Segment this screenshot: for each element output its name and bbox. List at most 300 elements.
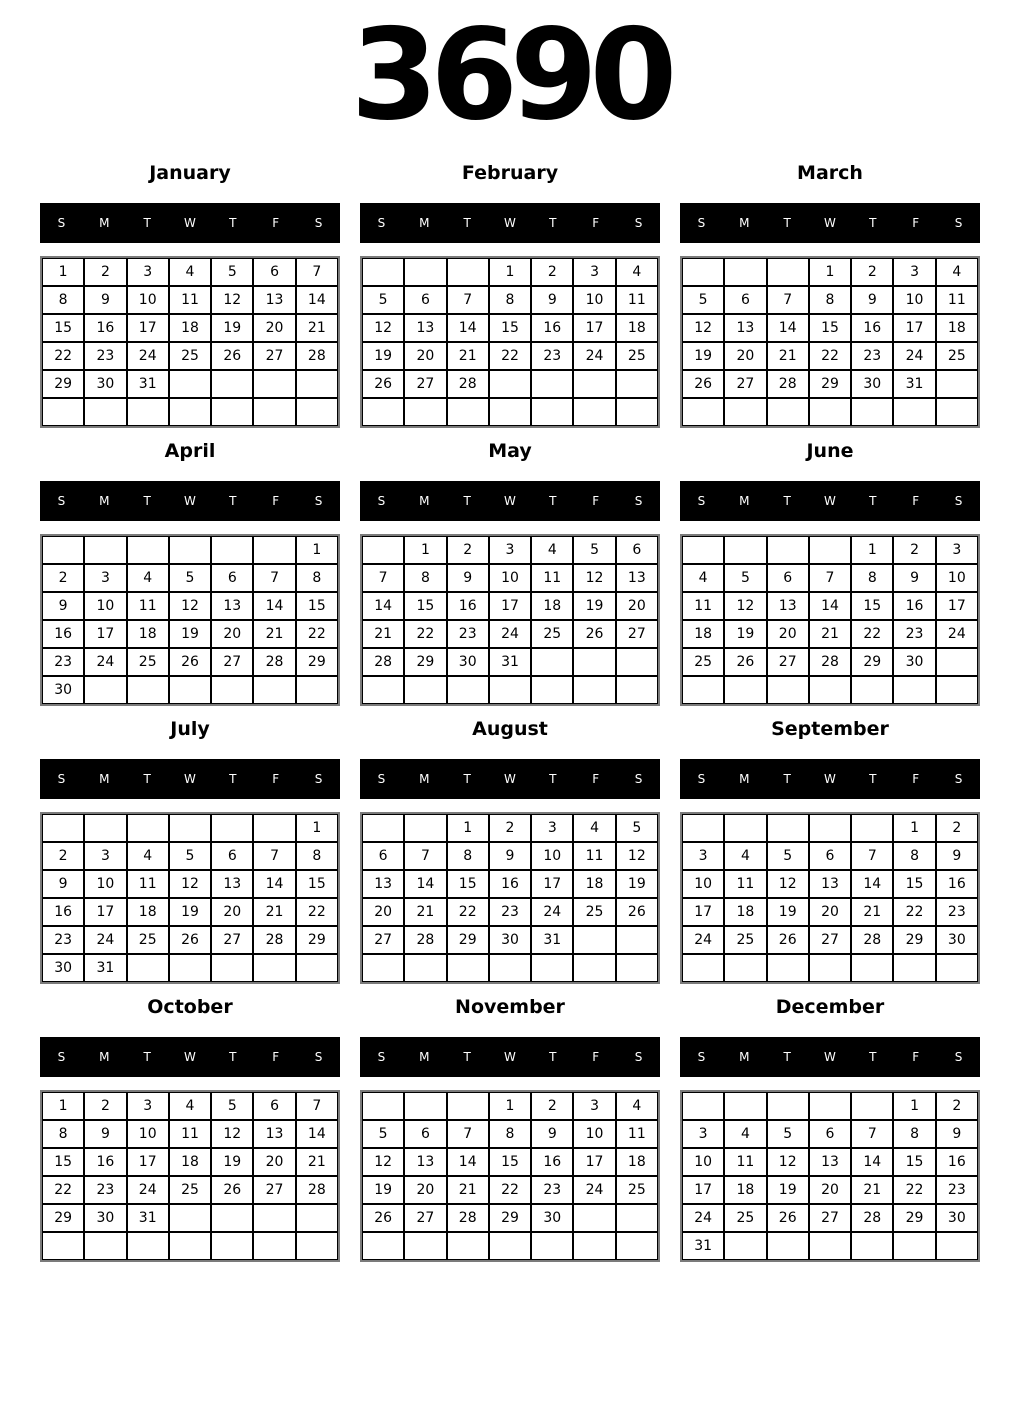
weekday-header-letter: M: [739, 216, 750, 230]
weekday-header-letter: S: [314, 494, 323, 508]
day-cell: 13: [362, 870, 404, 898]
month-block: [680, 989, 980, 1262]
day-cell: 25: [169, 1176, 211, 1204]
day-cell: 29: [851, 648, 893, 676]
empty-cell: [84, 814, 126, 842]
month-date-grid: [40, 812, 340, 984]
month-date-grid: [680, 256, 980, 428]
day-cell: 11: [616, 1120, 658, 1148]
weekday-header-letter: M: [99, 1050, 110, 1064]
empty-cell: [169, 398, 211, 426]
empty-cell: [851, 954, 893, 982]
day-cell: 22: [893, 1176, 935, 1204]
day-cell: 19: [362, 1176, 404, 1204]
weekday-header-letter: S: [377, 1050, 386, 1064]
month-name-label: December: [775, 996, 885, 1018]
day-cell: 4: [724, 842, 766, 870]
empty-cell: [447, 954, 489, 982]
day-cell: 13: [809, 1148, 851, 1176]
empty-cell: [211, 1232, 253, 1260]
day-cell: 10: [573, 286, 615, 314]
day-cell: 19: [724, 620, 766, 648]
day-cell: 6: [211, 842, 253, 870]
empty-cell: [211, 398, 253, 426]
day-cell: 6: [809, 842, 851, 870]
weekday-header-letter: T: [549, 216, 557, 230]
day-cell: 6: [404, 1120, 446, 1148]
day-cell: 8: [489, 1120, 531, 1148]
weekday-header-letter: W: [184, 772, 196, 786]
day-cell: 11: [127, 592, 169, 620]
empty-cell: [809, 954, 851, 982]
day-cell: 18: [616, 314, 658, 342]
day-cell: 7: [253, 564, 295, 592]
empty-cell: [447, 676, 489, 704]
weekday-header-letter: T: [143, 772, 151, 786]
month-block: [680, 155, 980, 428]
empty-cell: [296, 370, 338, 398]
empty-cell: [573, 370, 615, 398]
day-cell: 29: [893, 926, 935, 954]
weekday-header-letter: M: [99, 772, 110, 786]
month-block: [680, 433, 980, 706]
day-cell: 30: [447, 648, 489, 676]
day-cell: 22: [42, 1176, 84, 1204]
day-cell: 15: [296, 592, 338, 620]
day-cell: 5: [767, 842, 809, 870]
weekday-header-letter: F: [272, 216, 280, 230]
weekday-header-letter: T: [143, 1050, 151, 1064]
day-cell: 28: [767, 370, 809, 398]
empty-cell: [767, 954, 809, 982]
day-cell: 2: [84, 1092, 126, 1120]
weekday-header-bar: [40, 1037, 340, 1077]
day-cell: 4: [616, 258, 658, 286]
day-cell: 14: [809, 592, 851, 620]
day-cell: 18: [127, 898, 169, 926]
empty-cell: [42, 536, 84, 564]
empty-cell: [936, 370, 978, 398]
empty-cell: [573, 676, 615, 704]
day-cell: 19: [211, 1148, 253, 1176]
day-cell: 2: [851, 258, 893, 286]
day-cell: 3: [573, 258, 615, 286]
month-name-label: January: [149, 162, 231, 184]
day-cell: 4: [127, 842, 169, 870]
day-cell: 26: [211, 342, 253, 370]
day-cell: 6: [404, 286, 446, 314]
day-cell: 22: [489, 342, 531, 370]
weekday-header-letter: W: [824, 1050, 836, 1064]
day-cell: 10: [84, 870, 126, 898]
day-cell: 16: [489, 870, 531, 898]
weekday-header-letter: F: [592, 1050, 600, 1064]
day-cell: 21: [253, 620, 295, 648]
empty-cell: [296, 676, 338, 704]
day-cell: 10: [682, 870, 724, 898]
day-cell: 24: [84, 926, 126, 954]
day-cell: 31: [489, 648, 531, 676]
weekday-header-letter: S: [314, 1050, 323, 1064]
weekday-header-letter: S: [697, 772, 706, 786]
day-cell: 6: [253, 258, 295, 286]
day-cell: 12: [169, 870, 211, 898]
weekday-header-letter: S: [634, 772, 643, 786]
day-cell: 25: [169, 342, 211, 370]
day-cell: 23: [447, 620, 489, 648]
day-cell: 15: [447, 870, 489, 898]
day-cell: 26: [169, 926, 211, 954]
day-cell: 9: [447, 564, 489, 592]
empty-cell: [936, 648, 978, 676]
day-cell: 28: [253, 926, 295, 954]
day-cell: 29: [42, 370, 84, 398]
empty-cell: [404, 258, 446, 286]
month-name-label: October: [147, 996, 233, 1018]
day-cell: 15: [893, 1148, 935, 1176]
day-cell: 13: [404, 314, 446, 342]
month-name-label: May: [488, 440, 532, 462]
day-cell: 5: [767, 1120, 809, 1148]
weekday-header-letter: T: [549, 494, 557, 508]
empty-cell: [253, 1204, 295, 1232]
day-cell: 16: [893, 592, 935, 620]
weekday-header-letter: S: [377, 494, 386, 508]
empty-cell: [851, 398, 893, 426]
day-cell: 28: [447, 1204, 489, 1232]
weekday-header-letter: F: [272, 772, 280, 786]
month-block: [40, 433, 340, 706]
day-cell: 5: [211, 1092, 253, 1120]
day-cell: 1: [447, 814, 489, 842]
day-cell: 6: [724, 286, 766, 314]
weekday-header-bar: [40, 481, 340, 521]
empty-cell: [362, 676, 404, 704]
empty-cell: [767, 536, 809, 564]
empty-cell: [531, 648, 573, 676]
empty-cell: [851, 676, 893, 704]
day-cell: 9: [42, 592, 84, 620]
month-name-label: November: [455, 996, 565, 1018]
day-cell: 8: [296, 564, 338, 592]
day-cell: 17: [936, 592, 978, 620]
day-cell: 29: [447, 926, 489, 954]
weekday-header-letter: T: [229, 772, 237, 786]
day-cell: 26: [767, 926, 809, 954]
weekday-header-letter: M: [99, 216, 110, 230]
day-cell: 28: [362, 648, 404, 676]
empty-cell: [893, 1232, 935, 1260]
day-cell: 22: [404, 620, 446, 648]
empty-cell: [936, 676, 978, 704]
day-cell: 1: [296, 814, 338, 842]
day-cell: 18: [936, 314, 978, 342]
day-cell: 30: [42, 954, 84, 982]
weekday-header-bar: [360, 759, 660, 799]
day-cell: 13: [253, 286, 295, 314]
day-cell: 17: [127, 314, 169, 342]
day-cell: 3: [489, 536, 531, 564]
day-cell: 3: [531, 814, 573, 842]
empty-cell: [616, 370, 658, 398]
day-cell: 1: [42, 1092, 84, 1120]
month-date-grid: [40, 534, 340, 706]
day-cell: 23: [851, 342, 893, 370]
weekday-header-bar: [40, 203, 340, 243]
weekday-header-letter: S: [57, 216, 66, 230]
empty-cell: [616, 676, 658, 704]
empty-cell: [809, 536, 851, 564]
day-cell: 9: [893, 564, 935, 592]
weekday-header-letter: W: [824, 216, 836, 230]
day-cell: 12: [211, 286, 253, 314]
day-cell: 15: [42, 314, 84, 342]
empty-cell: [362, 954, 404, 982]
day-cell: 25: [127, 648, 169, 676]
day-cell: 20: [253, 314, 295, 342]
day-cell: 2: [893, 536, 935, 564]
weekday-header-letter: W: [504, 1050, 516, 1064]
empty-cell: [404, 1092, 446, 1120]
day-cell: 11: [616, 286, 658, 314]
day-cell: 17: [893, 314, 935, 342]
empty-cell: [531, 398, 573, 426]
weekday-header-letter: S: [57, 772, 66, 786]
day-cell: 15: [489, 314, 531, 342]
empty-cell: [851, 1232, 893, 1260]
day-cell: 29: [809, 370, 851, 398]
day-cell: 30: [84, 370, 126, 398]
day-cell: 12: [169, 592, 211, 620]
day-cell: 14: [362, 592, 404, 620]
empty-cell: [253, 398, 295, 426]
weekday-header-letter: S: [954, 1050, 963, 1064]
day-cell: 11: [169, 286, 211, 314]
weekday-header-letter: M: [99, 494, 110, 508]
empty-cell: [936, 954, 978, 982]
empty-cell: [767, 258, 809, 286]
day-cell: 26: [724, 648, 766, 676]
day-cell: 26: [169, 648, 211, 676]
day-cell: 25: [127, 926, 169, 954]
day-cell: 15: [296, 870, 338, 898]
day-cell: 30: [936, 926, 978, 954]
empty-cell: [404, 954, 446, 982]
day-cell: 22: [851, 620, 893, 648]
empty-cell: [809, 1232, 851, 1260]
empty-cell: [127, 536, 169, 564]
day-cell: 26: [767, 1204, 809, 1232]
month-block: [360, 989, 660, 1262]
day-cell: 3: [84, 564, 126, 592]
empty-cell: [573, 926, 615, 954]
day-cell: 16: [936, 870, 978, 898]
empty-cell: [362, 398, 404, 426]
day-cell: 30: [851, 370, 893, 398]
weekday-header-letter: S: [954, 494, 963, 508]
empty-cell: [767, 1232, 809, 1260]
empty-cell: [404, 398, 446, 426]
day-cell: 16: [84, 314, 126, 342]
day-cell: 19: [767, 1176, 809, 1204]
day-cell: 18: [724, 898, 766, 926]
day-cell: 19: [362, 342, 404, 370]
empty-cell: [724, 1232, 766, 1260]
empty-cell: [616, 398, 658, 426]
weekday-header-letter: F: [592, 772, 600, 786]
day-cell: 3: [573, 1092, 615, 1120]
empty-cell: [573, 1204, 615, 1232]
empty-cell: [682, 1092, 724, 1120]
empty-cell: [767, 398, 809, 426]
day-cell: 22: [489, 1176, 531, 1204]
weekday-header-letter: S: [697, 1050, 706, 1064]
day-cell: 14: [296, 286, 338, 314]
empty-cell: [531, 370, 573, 398]
day-cell: 14: [253, 592, 295, 620]
month-name-label: April: [164, 440, 216, 462]
day-cell: 21: [809, 620, 851, 648]
empty-cell: [767, 676, 809, 704]
weekday-header-letter: W: [184, 1050, 196, 1064]
empty-cell: [682, 258, 724, 286]
weekday-header-letter: T: [463, 216, 471, 230]
weekday-header-letter: T: [229, 216, 237, 230]
weekday-header-letter: M: [419, 216, 430, 230]
month-name-label: March: [797, 162, 863, 184]
day-cell: 27: [767, 648, 809, 676]
weekday-header-letter: T: [549, 772, 557, 786]
day-cell: 31: [127, 1204, 169, 1232]
day-cell: 29: [404, 648, 446, 676]
month-date-grid: [360, 1090, 660, 1262]
day-cell: 21: [767, 342, 809, 370]
weekday-header-letter: T: [783, 216, 791, 230]
day-cell: 1: [489, 1092, 531, 1120]
empty-cell: [531, 954, 573, 982]
weekday-header-letter: M: [419, 494, 430, 508]
day-cell: 24: [682, 926, 724, 954]
empty-cell: [84, 398, 126, 426]
weekday-header-letter: S: [314, 216, 323, 230]
empty-cell: [851, 814, 893, 842]
day-cell: 30: [893, 648, 935, 676]
weekday-header-letter: W: [184, 216, 196, 230]
day-cell: 19: [169, 620, 211, 648]
day-cell: 20: [253, 1148, 295, 1176]
day-cell: 4: [127, 564, 169, 592]
day-cell: 19: [616, 870, 658, 898]
day-cell: 28: [809, 648, 851, 676]
day-cell: 4: [169, 1092, 211, 1120]
empty-cell: [724, 676, 766, 704]
weekday-header-letter: F: [592, 216, 600, 230]
day-cell: 27: [253, 342, 295, 370]
empty-cell: [851, 1092, 893, 1120]
day-cell: 20: [809, 1176, 851, 1204]
empty-cell: [724, 1092, 766, 1120]
day-cell: 17: [489, 592, 531, 620]
empty-cell: [362, 258, 404, 286]
day-cell: 7: [253, 842, 295, 870]
day-cell: 19: [211, 314, 253, 342]
weekday-header-bar: [680, 481, 980, 521]
empty-cell: [531, 1232, 573, 1260]
weekday-header-letter: T: [229, 1050, 237, 1064]
empty-cell: [724, 536, 766, 564]
weekday-header-bar: [360, 203, 660, 243]
day-cell: 11: [936, 286, 978, 314]
day-cell: 16: [84, 1148, 126, 1176]
empty-cell: [362, 1232, 404, 1260]
month-date-grid: [680, 534, 980, 706]
day-cell: 22: [809, 342, 851, 370]
month-name-label: February: [461, 162, 559, 184]
day-cell: 22: [893, 898, 935, 926]
empty-cell: [809, 814, 851, 842]
day-cell: 3: [893, 258, 935, 286]
day-cell: 23: [42, 926, 84, 954]
day-cell: 18: [169, 314, 211, 342]
day-cell: 18: [531, 592, 573, 620]
day-cell: 3: [936, 536, 978, 564]
weekday-header-letter: T: [783, 772, 791, 786]
day-cell: 10: [127, 286, 169, 314]
day-cell: 12: [362, 314, 404, 342]
empty-cell: [936, 398, 978, 426]
day-cell: 11: [531, 564, 573, 592]
day-cell: 23: [42, 648, 84, 676]
day-cell: 23: [936, 898, 978, 926]
empty-cell: [296, 1232, 338, 1260]
weekday-header-bar: [680, 1037, 980, 1077]
day-cell: 21: [253, 898, 295, 926]
day-cell: 26: [362, 1204, 404, 1232]
day-cell: 31: [682, 1232, 724, 1260]
empty-cell: [404, 1232, 446, 1260]
empty-cell: [211, 814, 253, 842]
day-cell: 17: [84, 898, 126, 926]
empty-cell: [809, 398, 851, 426]
month-block: [680, 711, 980, 984]
weekday-header-letter: S: [57, 494, 66, 508]
day-cell: 15: [809, 314, 851, 342]
day-cell: 13: [404, 1148, 446, 1176]
day-cell: 3: [84, 842, 126, 870]
day-cell: 28: [253, 648, 295, 676]
empty-cell: [84, 1232, 126, 1260]
month-block: [40, 989, 340, 1262]
day-cell: 23: [936, 1176, 978, 1204]
empty-cell: [682, 814, 724, 842]
day-cell: 9: [851, 286, 893, 314]
month-date-grid: [680, 812, 980, 984]
day-cell: 14: [767, 314, 809, 342]
empty-cell: [809, 676, 851, 704]
day-cell: 14: [447, 1148, 489, 1176]
day-cell: 16: [42, 898, 84, 926]
day-cell: 26: [362, 370, 404, 398]
day-cell: 16: [936, 1148, 978, 1176]
day-cell: 8: [489, 286, 531, 314]
day-cell: 4: [724, 1120, 766, 1148]
calendar-months-grid: [40, 155, 980, 1262]
day-cell: 16: [851, 314, 893, 342]
day-cell: 25: [724, 926, 766, 954]
day-cell: 10: [127, 1120, 169, 1148]
weekday-header-letter: T: [463, 494, 471, 508]
day-cell: 20: [362, 898, 404, 926]
